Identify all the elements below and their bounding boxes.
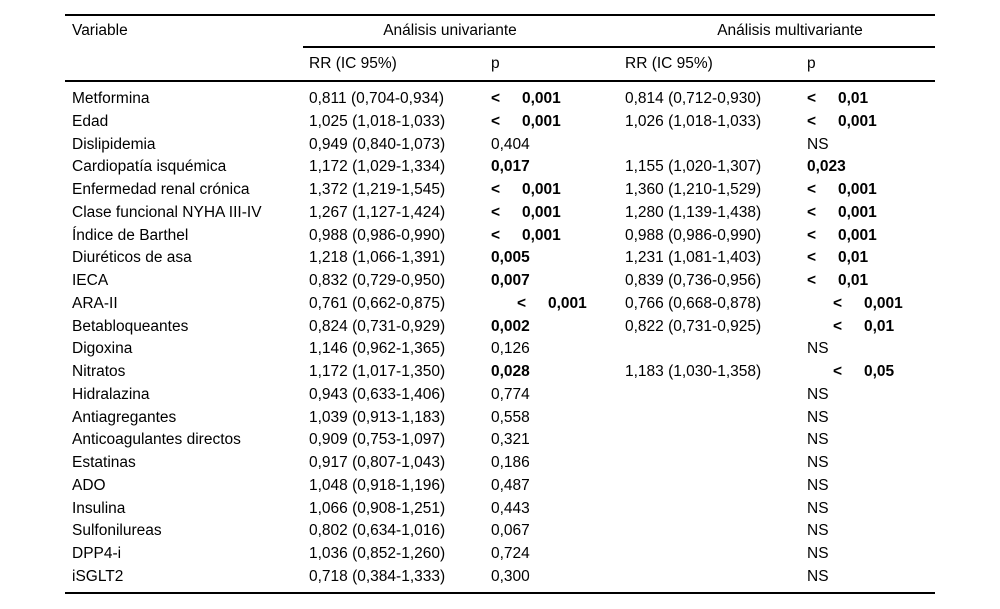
multivariate-p-cell <box>807 407 829 430</box>
table-body <box>0 88 1000 589</box>
column-header-univariate-p: p <box>491 55 500 72</box>
header-body-rule <box>65 80 935 82</box>
multivariate-p-cell <box>807 475 829 498</box>
multivariate-rr-cell: 0,766 (0,668-0,878) <box>625 294 762 312</box>
multivariate-p-cell <box>807 270 868 293</box>
univariate-rr-cell: 0,943 (0,633-1,406) <box>309 385 446 403</box>
univariate-p-cell-value: 0,404 <box>491 135 530 153</box>
multivariate-p-cell-value: NS <box>807 431 829 449</box>
univariate-p-cell-value: 0,001 <box>522 181 561 198</box>
multivariate-p-cell <box>833 361 894 384</box>
univariate-p-cell-value: 0,001 <box>522 112 561 130</box>
univariate-rr-cell: 1,066 (0,908-1,251) <box>309 499 446 517</box>
group-header-multivariate: Análisis multivariante <box>717 22 863 39</box>
univariate-p-cell <box>491 543 530 566</box>
variable-cell: Índice de Barthel <box>72 226 189 244</box>
multivariate-p-cell-value: NS <box>807 454 829 471</box>
univariate-rr-cell: 0,761 (0,662-0,875) <box>309 294 446 312</box>
multivariate-p-cell <box>807 225 877 248</box>
univariate-p-cell <box>491 407 530 430</box>
univariate-rr-cell: 0,824 (0,731-0,929) <box>309 317 446 335</box>
less-than-sign: < <box>517 294 527 312</box>
multivariate-p-cell-value: 0,023 <box>807 158 846 176</box>
variable-cell: iSGLT2 <box>72 567 124 585</box>
table-row <box>0 520 1000 543</box>
multivariate-p-cell-value: NS <box>807 385 829 403</box>
univariate-p-cell-value: 0,724 <box>491 545 530 562</box>
multivariate-p-cell-value: NS <box>807 340 829 358</box>
multivariate-rr-cell: 1,231 (1,081-1,403) <box>625 249 762 267</box>
univariate-p-cell <box>517 293 587 316</box>
univariate-p-cell <box>491 156 530 179</box>
less-than-sign: < <box>833 317 843 335</box>
variable-cell: ADO <box>72 476 106 494</box>
table-row <box>0 247 1000 270</box>
univariate-p-cell-value: 0,002 <box>491 317 530 335</box>
multivariate-p-cell <box>807 520 829 543</box>
less-than-sign: < <box>807 249 817 267</box>
bottom-rule <box>65 592 935 594</box>
less-than-sign: < <box>807 112 817 130</box>
table-row <box>0 111 1000 134</box>
multivariate-p-cell <box>807 179 877 202</box>
multivariate-p-cell-value: 0,01 <box>864 317 895 335</box>
table-row <box>0 338 1000 361</box>
univariate-p-cell-value: 0,017 <box>491 158 530 176</box>
univariate-rr-cell: 1,036 (0,852-1,260) <box>309 545 446 562</box>
multivariate-p-cell-value: NS <box>807 135 829 153</box>
multivariate-p-cell-value: NS <box>807 567 829 585</box>
univariate-p-cell-value: 0,001 <box>522 226 561 244</box>
less-than-sign: < <box>833 294 843 312</box>
univariate-rr-cell: 0,949 (0,840-1,073) <box>309 135 446 153</box>
less-than-sign: < <box>807 272 817 289</box>
univariate-p-cell-value: 0,300 <box>491 567 530 585</box>
multivariate-p-cell-value: NS <box>807 545 829 562</box>
multivariate-rr-cell: 1,183 (1,030-1,358) <box>625 363 762 380</box>
univariate-rr-cell: 1,218 (1,066-1,391) <box>309 249 446 267</box>
univariate-p-cell <box>491 566 530 589</box>
variable-cell: Anticoagulantes directos <box>72 431 241 449</box>
less-than-sign: < <box>491 112 501 130</box>
multivariate-rr-cell: 1,026 (1,018-1,033) <box>625 112 762 130</box>
univariate-p-cell <box>491 338 530 361</box>
univariate-p-cell <box>491 361 530 384</box>
univariate-p-cell-value: 0,001 <box>548 294 587 312</box>
univariate-rr-cell: 1,172 (1,017-1,350) <box>309 363 446 380</box>
variable-cell: Dislipidemia <box>72 135 156 153</box>
univariate-rr-cell: 1,172 (1,029-1,334) <box>309 158 446 176</box>
univariate-p-cell <box>491 270 530 293</box>
variable-cell: Edad <box>72 112 109 130</box>
variable-cell: Cardiopatía isquémica <box>72 158 227 176</box>
univariate-p-cell-value: 0,005 <box>491 249 530 267</box>
univariate-p-cell <box>491 384 530 407</box>
column-header-variable: Variable <box>72 22 128 39</box>
univariate-rr-cell: 0,811 (0,704-0,934) <box>309 90 445 107</box>
multivariate-rr-cell: 1,360 (1,210-1,529) <box>625 181 762 198</box>
multivariate-rr-cell: 0,814 (0,712-0,930) <box>625 90 762 107</box>
multivariate-p-cell-value: NS <box>807 476 829 494</box>
univariate-p-cell <box>491 452 530 475</box>
multivariate-p-cell <box>807 247 868 270</box>
variable-cell: Sulfonilureas <box>72 522 162 540</box>
univariate-p-cell <box>491 179 561 202</box>
multivariate-p-cell-value: NS <box>807 499 829 517</box>
multivariate-p-cell-value: 0,001 <box>838 181 877 198</box>
univariate-p-cell-value: 0,001 <box>522 90 561 107</box>
variable-cell: Enfermedad renal crónica <box>72 181 250 198</box>
column-header-multivariate-p: p <box>807 55 816 72</box>
univariate-p-cell-value: 0,443 <box>491 499 530 517</box>
less-than-sign: < <box>491 226 501 244</box>
multivariate-p-cell <box>807 384 829 407</box>
univariate-p-cell-value: 0,126 <box>491 340 530 358</box>
univariate-p-cell <box>491 316 530 339</box>
less-than-sign: < <box>833 363 843 380</box>
univariate-p-cell <box>491 520 530 543</box>
variable-cell: Digoxina <box>72 340 133 358</box>
univariate-p-cell-value: 0,558 <box>491 408 530 426</box>
multivariate-p-cell <box>807 543 829 566</box>
table-row <box>0 202 1000 225</box>
variable-cell: Antiagregantes <box>72 408 177 426</box>
multivariate-p-cell <box>833 293 903 316</box>
multivariate-p-cell <box>833 316 894 339</box>
variable-cell: Insulina <box>72 499 126 517</box>
table-row <box>0 179 1000 202</box>
table-row <box>0 452 1000 475</box>
table-row <box>0 293 1000 316</box>
multivariate-p-cell <box>807 202 877 225</box>
univariate-p-cell <box>491 429 530 452</box>
table-row <box>0 543 1000 566</box>
column-header-multivariate-rr: RR (IC 95%) <box>625 55 713 72</box>
top-rule <box>65 14 935 16</box>
less-than-sign: < <box>807 181 817 198</box>
univariate-rr-cell: 0,802 (0,634-1,016) <box>309 522 446 540</box>
multivariate-p-cell-value: 0,001 <box>838 203 877 221</box>
multivariate-p-cell <box>807 111 877 134</box>
univariate-rr-cell: 1,146 (0,962-1,365) <box>309 340 446 358</box>
table-row <box>0 316 1000 339</box>
multivariate-p-cell <box>807 566 829 589</box>
multivariate-p-cell-value: 0,05 <box>864 363 895 380</box>
multivariate-p-cell-value: 0,01 <box>838 249 869 267</box>
less-than-sign: < <box>491 90 501 107</box>
univariate-rr-cell: 0,718 (0,384-1,333) <box>309 567 446 585</box>
table-row <box>0 361 1000 384</box>
variable-cell: Betabloqueantes <box>72 317 189 335</box>
univariate-rr-cell: 0,988 (0,986-0,990) <box>309 226 446 244</box>
multivariate-p-cell <box>807 156 846 179</box>
variable-cell: Diuréticos de asa <box>72 249 192 267</box>
less-than-sign: < <box>807 90 817 107</box>
univariate-p-cell-value: 0,007 <box>491 272 530 289</box>
table-row <box>0 475 1000 498</box>
variable-cell: ARA-II <box>72 294 118 312</box>
multivariate-p-cell-value: 0,01 <box>838 272 869 289</box>
univariate-rr-cell: 0,917 (0,807-1,043) <box>309 454 446 471</box>
table-row <box>0 429 1000 452</box>
univariate-p-cell <box>491 88 561 111</box>
univariate-p-cell <box>491 111 561 134</box>
univariate-p-cell-value: 0,028 <box>491 363 530 380</box>
variable-cell: Hidralazina <box>72 385 150 403</box>
less-than-sign: < <box>491 203 501 221</box>
group-header-univariate: Análisis univariante <box>383 22 517 39</box>
multivariate-rr-cell: 1,280 (1,139-1,438) <box>625 203 762 221</box>
table-row <box>0 134 1000 157</box>
table-row <box>0 88 1000 111</box>
univariate-p-cell <box>491 225 561 248</box>
table-row <box>0 156 1000 179</box>
multivariate-p-cell-value: 0,001 <box>864 294 903 312</box>
multivariate-rr-cell: 0,839 (0,736-0,956) <box>625 272 762 289</box>
variable-cell: Metformina <box>72 90 150 107</box>
multivariate-p-cell <box>807 134 829 157</box>
univariate-p-cell <box>491 134 530 157</box>
univariate-p-cell-value: 0,067 <box>491 522 530 540</box>
univariate-p-cell-value: 0,487 <box>491 476 530 494</box>
variable-cell: Nitratos <box>72 363 126 380</box>
univariate-p-cell-value: 0,774 <box>491 385 530 403</box>
univariate-rr-cell: 1,267 (1,127-1,424) <box>309 203 446 221</box>
table-row <box>0 384 1000 407</box>
less-than-sign: < <box>807 203 817 221</box>
univariate-p-cell <box>491 498 530 521</box>
multivariate-p-cell <box>807 498 829 521</box>
univariate-rr-cell: 1,372 (1,219-1,545) <box>309 181 446 198</box>
multivariate-rr-cell: 1,155 (1,020-1,307) <box>625 158 762 176</box>
table-row <box>0 270 1000 293</box>
univariate-rr-cell: 0,832 (0,729-0,950) <box>309 272 446 289</box>
univariate-rr-cell: 1,039 (0,913-1,183) <box>309 408 446 426</box>
less-than-sign: < <box>807 226 817 244</box>
multivariate-p-cell-value: NS <box>807 408 829 426</box>
multivariate-p-cell-value: 0,001 <box>838 226 877 244</box>
univariate-p-cell-value: 0,321 <box>491 431 530 449</box>
univariate-rr-cell: 1,048 (0,918-1,196) <box>309 476 446 494</box>
multivariate-p-cell-value: 0,001 <box>838 112 877 130</box>
subheader-rule <box>303 46 935 48</box>
univariate-p-cell-value: 0,186 <box>491 454 530 471</box>
univariate-rr-cell: 1,025 (1,018-1,033) <box>309 112 446 130</box>
table-row <box>0 407 1000 430</box>
univariate-p-cell <box>491 247 530 270</box>
variable-cell: IECA <box>72 272 109 289</box>
table-row <box>0 225 1000 248</box>
univariate-p-cell <box>491 202 561 225</box>
less-than-sign: < <box>491 181 501 198</box>
multivariate-p-cell <box>807 452 829 475</box>
univariate-p-cell-value: 0,001 <box>522 203 561 221</box>
table-row <box>0 498 1000 521</box>
variable-cell: DPP4-i <box>72 545 122 562</box>
multivariate-rr-cell: 0,988 (0,986-0,990) <box>625 226 762 244</box>
table-row <box>0 566 1000 589</box>
univariate-p-cell <box>491 475 530 498</box>
column-header-univariate-rr: RR (IC 95%) <box>309 55 397 72</box>
multivariate-p-cell-value: 0,01 <box>838 90 869 107</box>
multivariate-p-cell <box>807 88 868 111</box>
multivariate-p-cell <box>807 338 829 361</box>
multivariate-p-cell <box>807 429 829 452</box>
multivariate-rr-cell: 0,822 (0,731-0,925) <box>625 317 762 335</box>
univariate-rr-cell: 0,909 (0,753-1,097) <box>309 431 446 449</box>
variable-cell: Clase funcional NYHA III-IV <box>72 203 262 221</box>
multivariate-p-cell-value: NS <box>807 522 829 540</box>
variable-cell: Estatinas <box>72 454 136 471</box>
